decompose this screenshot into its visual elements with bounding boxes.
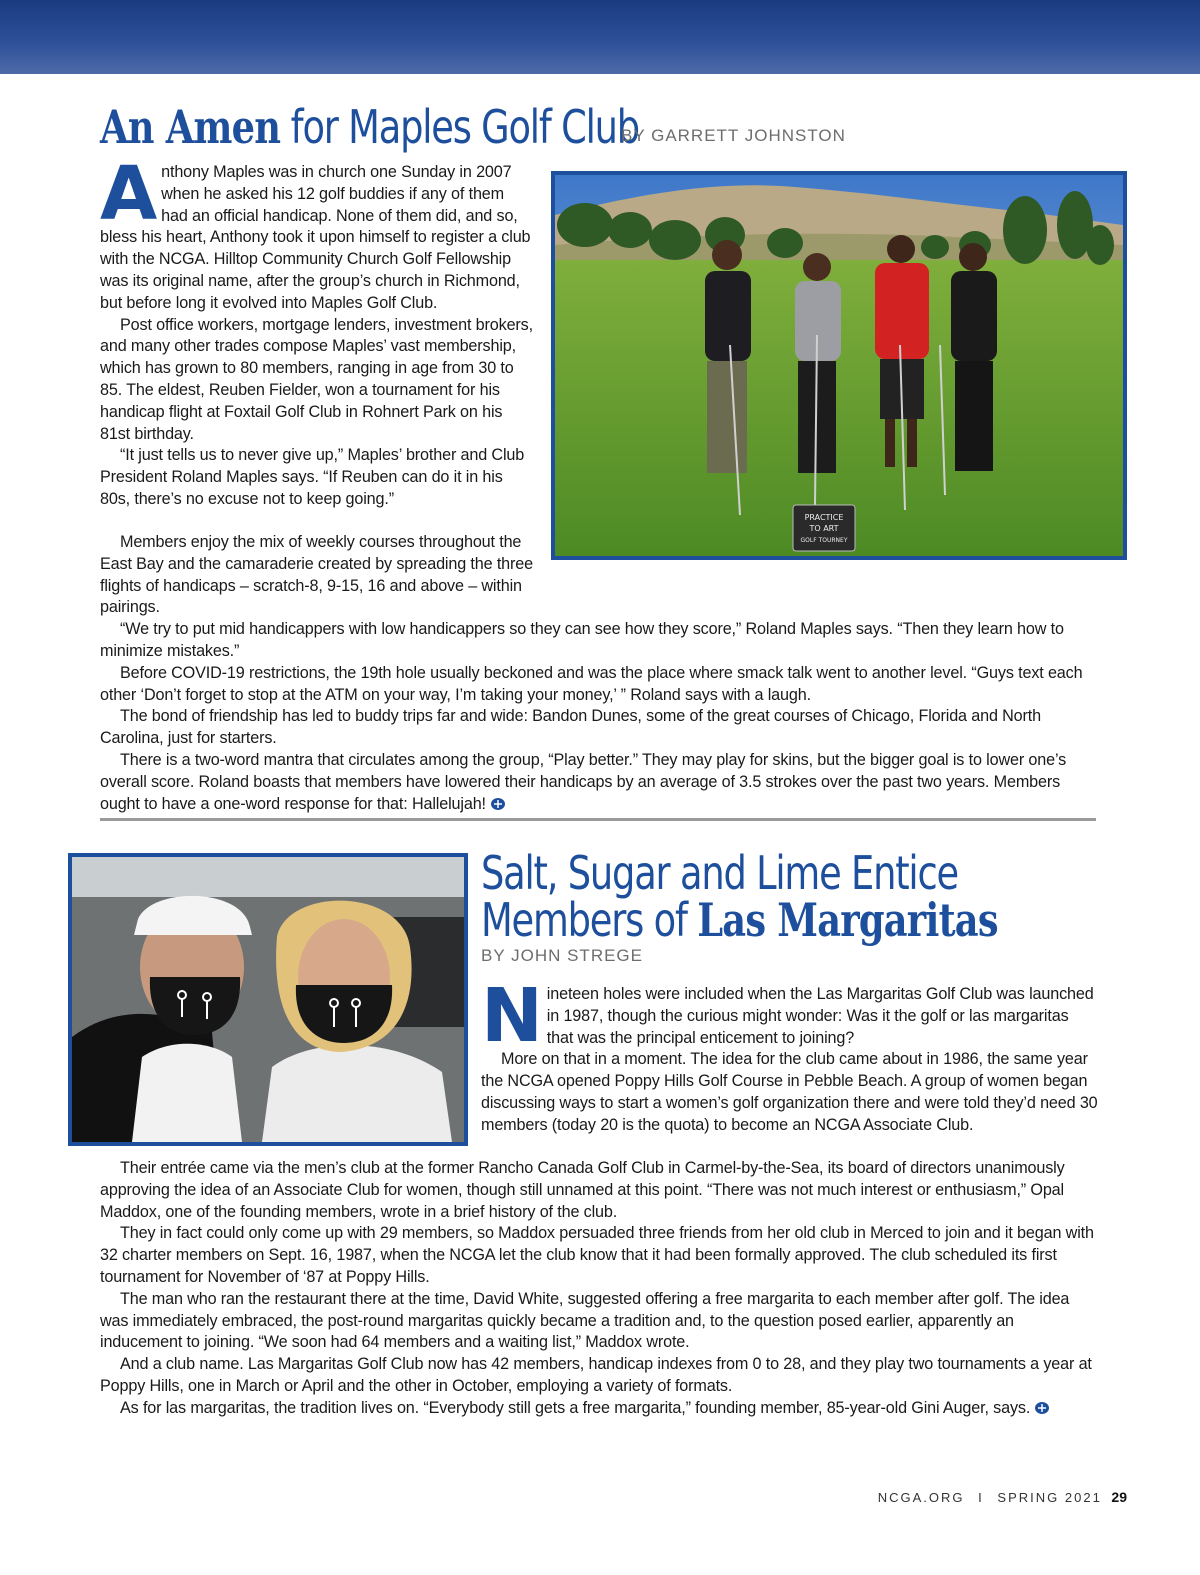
article1-paragraph: The bond of friendship has led to buddy trips far and wide: Bandon Dunes, some of the great courses of Chicago, Florida and North Carolina, just for starters. [100, 707, 1041, 748]
article1-paragraph: “We try to put mid handicappers with low handicappers so they can see how they score,” Roland Maples says. “Then they learn how to minimize mistakes.” [100, 620, 1064, 660]
article2-headline-line2 [481, 893, 998, 947]
article2-paragraph: Their entrée came via the men’s club at the former Rancho Canada Golf Club in Carmel-by-the-Sea, its board of directors unanimously approving the idea of an Associate Club for women, though still unnamed at this point. “There was not much interest or enthusiasm,” Opal Maddox, one of the founding members, wrote in a brief history of the club. [100, 1159, 1065, 1221]
article2-paragraph: Nineteen holes were included when the Las Margaritas Golf Club was launched in 1987, though the curious might wonder: Was it the golf or las margaritas that was the principal enticement to joining? [481, 973, 1094, 1059]
article2-byline: BY JOHN STREGE [481, 946, 643, 965]
footer-site: NCGA.ORG [877, 1490, 965, 1505]
article1-byline: BY GARRETT JOHNSTON [621, 126, 846, 145]
masked-women-photo [68, 853, 468, 1146]
article1-paragraph: There is a two-word mantra that circulates among the group, “Play better.” They may play for skins, but the bigger goal is to lower one’s overall score. Roland boasts that members have lowered their handicaps by an average of 3.5 strokes over the past two years. Members ought to have a one-word response for that: Hallelujah! [100, 750, 1067, 813]
article2-title-rest: Members of [481, 893, 698, 947]
article1-body-continued [100, 532, 1100, 815]
article1-dropcap: A [100, 151, 158, 237]
masked-women-illustration [72, 857, 464, 1142]
sign-line-1: PRACTICE [804, 513, 844, 522]
footer-separator: I [978, 1490, 984, 1505]
sign-line-2: TO ART [809, 524, 839, 533]
article2-paragraph: As for las margaritas, the tradition lives on. “Everybody still gets a free margarita,” founding member, 85-year-old Gini Auger, says. [100, 1398, 1100, 1420]
sign-line-3: GOLF TOURNEY [800, 537, 848, 544]
article1-paragraph: Members enjoy the mix of weekly courses throughout the East Bay and the camaraderie created by spreading the three flights of handicaps – scratch-8, 9-15, 16 and above – within pairings. [100, 533, 533, 617]
article1-paragraph: Before COVID-19 restrictions, the 19th hole usually beckoned and was the place where smack talk went to another level. “Guys text each other ‘Don’t forget to stop at the ATM on your way, I’m taking your money,’ ” Roland says with a laugh. [100, 663, 1083, 704]
section-divider [100, 818, 1096, 821]
article1-headline [100, 100, 639, 154]
article2-body-column [481, 973, 1098, 1137]
article2-headline-line1: Salt, Sugar and Lime Entice [481, 846, 958, 900]
article2-paragraph: And a club name. Las Margaritas Golf Club now has 42 members, handicap indexes from 0 to 28, and they play two tournaments a year at Poppy Hills, one in March or April and the other in October, employing a variety of formats. [100, 1355, 1092, 1395]
golfers-group-photo [551, 171, 1127, 560]
article2-dropcap: N [481, 973, 543, 1059]
article1-body-column [100, 151, 534, 511]
article2-paragraph: More on that in a moment. The idea for the club came about in 1986, the same year the NCGA opened Poppy Hills Golf Course in Pebble Beach. A group of women began discussing ways to start a women’s golf organization there and were told they’d need 30 members (today 20 is the quota) to become an NCGA Associate Club. [481, 1050, 1098, 1134]
footer-issue: SPRING 2021 [997, 1490, 1102, 1505]
article1-paragraph: Anthony Maples was in church one Sunday in 2007 when he asked his 12 golf buddies if any of them had an official handicap. None of them did, and so, bless his heart, Anthony took it upon himself to register a club with the NCGA. Hilltop Community Church Golf Fellowship was its original name, after the group’s church in Richmond, but before long it evolved into Maples Golf Club. [100, 151, 531, 312]
ncga-end-mark-icon [490, 797, 506, 811]
top-color-band [0, 0, 1200, 74]
article2-paragraph: They in fact could only come up with 29 members, so Maddox persuaded three friends from her old club in Merced to join and it began with 32 charter members on Sept. 16, 1987, when the NCGA let the club know that it had been formally approved. The club scheduled its first tournament for November of ‘87 at Poppy Hills. [100, 1224, 1094, 1286]
page-footer [878, 1489, 1127, 1505]
article1-paragraph: “It just tells us to never give up,” Maples’ brother and Club President Roland Maples says. “If Reuben can do it in his 80s, there’s no excuse not to keep going.” [100, 446, 525, 508]
article2-title-bold: Las Margaritas [697, 893, 998, 947]
article2-paragraph: The man who ran the restaurant there at the time, David White, suggested offering a free margarita to each member after golf. The idea was immediately embraced, the post-round margaritas quickly became a tradition and, to the question posed earlier, apparently an inducement to joining. “We soon had 64 members and a waiting list,” Maddox wrote. [100, 1289, 1070, 1352]
article1-title-rest: for Maples Golf Club [280, 100, 639, 154]
article2-body-full [100, 1158, 1100, 1420]
article1-paragraph: Post office workers, mortgage lenders, investment brokers, and many other trades compose Maples’ vast membership, which has grown to 80 members, ranging in age from 30 to 85. The eldest, Reuben Fielder, won a tournament for his handicap flight at Foxtail Golf Club in Rohnert Park on his 81st birthday. [100, 315, 533, 443]
page-number: 29 [1111, 1489, 1127, 1505]
golfers-photo-illustration [555, 175, 1123, 556]
article1-title-bold: An Amen [100, 100, 281, 154]
ncga-end-mark-icon [1034, 1401, 1050, 1415]
